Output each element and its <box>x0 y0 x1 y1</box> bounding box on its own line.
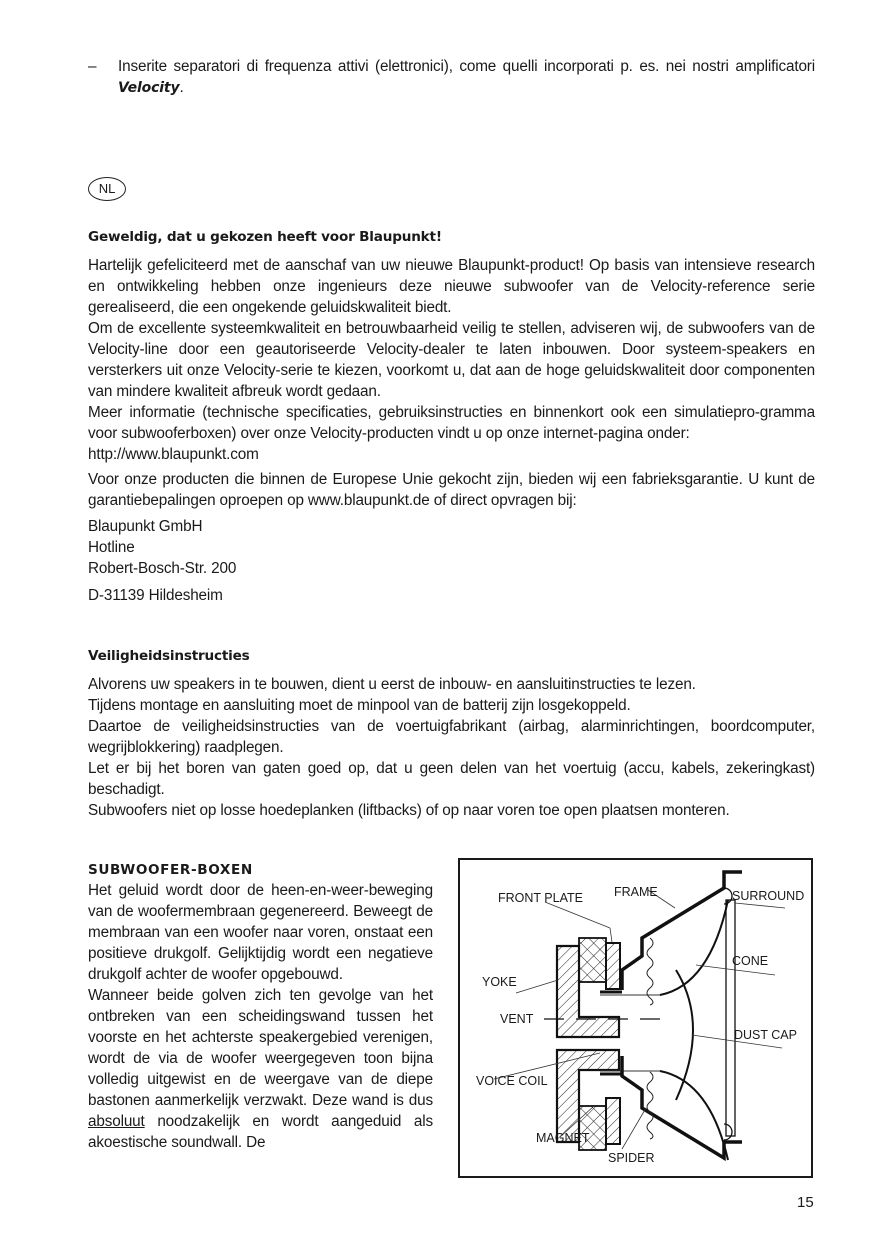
address-line: Hotline <box>88 539 135 556</box>
address-line: Robert-Bosch-Str. 200 <box>88 560 237 577</box>
safety-line: Daartoe de veiligheidsinstructies van de voertuigfabrikant (airbag, alarminrichtingen, boordcomputer, wegrijblokkering) raadplegen. <box>88 718 815 756</box>
safety-line: Let er bij het boren van gaten goed op, dat u geen delen van het voertuig (accu, kabels, zekeringkast) beschadigt. <box>88 760 815 798</box>
bullet-dash: – <box>88 58 97 75</box>
subwoofer-paragraph <box>88 985 433 1153</box>
label-vent: VENT <box>500 1012 534 1026</box>
intro-paragraph: Om de excellente systeemkwaliteit en betrouwbaarheid veilig te stellen, adviseren wij, de subwoofers van de Velocity-line door een geautoriseerde Velocity-dealer te laten inbouwen. Door systeem-speakers en versterkers uit onze Velocity-serie te kiezen, voorkomt u, dat aan de hoge geluidskwaliteit door componenten van mindere kwaliteit afbreuk wordt gedaan. <box>88 320 815 400</box>
paragraph-part: noodzakelijk en wordt aangeduid als akoestische soundwall. De <box>88 1113 433 1151</box>
page-number: 15 <box>797 1194 814 1211</box>
safety-line: Tijdens montage en aansluiting moet de minpool van de batterij zijn losgekoppeld. <box>88 697 631 714</box>
front-plate-lower <box>606 1098 620 1144</box>
address-line: Blaupunkt GmbH <box>88 518 203 535</box>
brand-velocity: Velocity <box>118 80 180 96</box>
bullet-item <box>88 56 815 99</box>
front-rim <box>726 900 735 1136</box>
label-voice-coil: VOICE COIL <box>476 1074 548 1088</box>
cone-lower <box>660 1071 728 1160</box>
cone-upper <box>660 900 728 995</box>
leader-lines <box>494 890 785 1149</box>
language-badge: NL <box>88 177 126 201</box>
bullet-end: . <box>179 79 184 96</box>
label-dust-cap: DUST CAP <box>734 1028 797 1042</box>
label-surround: SURROUND <box>732 889 805 903</box>
bullet-text <box>118 56 815 99</box>
spider-lower <box>647 1072 653 1139</box>
speaker-cross-section <box>460 860 811 1176</box>
intro-paragraph: Meer informatie (technische specificaties, gebruiksinstructies en binnenkort ook een simulatiepro-gramma voor subwooferboxen) over onze Velocity-producten vindt u op onze internet-pagina onder: <box>88 404 815 442</box>
subwoofer-paragraph: Het geluid wordt door de heen-en-weer-beweging van de woofermembraan gegenereerd. Beweegt de membraan van een woofer naar voren, onstaat een positieve drukgolf. Gelijktijdig wordt een negatieve drukgolf achter de woofer opgebouwd. <box>88 882 433 983</box>
speaker-diagram <box>458 858 813 1178</box>
dust-cap <box>676 970 693 1100</box>
label-spider: SPIDER <box>608 1151 655 1165</box>
welcome-heading: Geweldig, dat u gekozen heeft voor Blaupunkt! <box>88 229 442 245</box>
website-link[interactable]: http://www.blaupunkt.com <box>88 446 259 463</box>
underlined-word: absoluut <box>88 1113 145 1130</box>
safety-line: Subwoofers niet op losse hoedeplanken (liftbacks) of op naar voren toe open plaatsen monteren. <box>88 802 730 819</box>
subwoofer-heading: SUBWOOFER-BOXEN <box>88 862 253 878</box>
address-block <box>88 516 488 606</box>
paragraph-part: Wanneer beide golven zich ten gevolge van het ontbreken van een scheidingswand tussen het voorste en het achterste speakergebied verenigen, wordt de via de woofer weergegeven toon bijna volledig uitgewist en de weergave van de diepe bastonen aanmerkelijk verzwakt. Deze wand is dus <box>88 987 433 1109</box>
address-line: D-31139 Hildesheim <box>88 587 223 604</box>
magnet-upper <box>579 938 606 982</box>
subwoofer-text <box>88 880 433 1153</box>
surround-lower <box>724 1124 732 1140</box>
safety-line: Alvorens uw speakers in te bouwen, dient u eerst de inbouw- en aansluitinstructies te lezen. <box>88 676 696 693</box>
safety-heading: Veiligheidsinstructies <box>88 648 250 664</box>
label-magnet: MAGNET <box>536 1131 590 1145</box>
intro-text <box>88 255 815 465</box>
label-front-plate: FRONT PLATE <box>498 891 583 905</box>
label-yoke: YOKE <box>482 975 517 989</box>
safety-instructions <box>88 674 815 821</box>
label-cone: CONE <box>732 954 769 968</box>
front-plate-upper <box>606 943 620 989</box>
bullet-text-main: Inserite separatori di frequenza attivi (elettronici), come quelli incorporati p. es. nei nostri amplificatori <box>118 58 815 75</box>
label-frame: FRAME <box>614 885 658 899</box>
intro-paragraph: Hartelijk gefeliciteerd met de aanschaf van uw nieuwe Blaupunkt-product! Op basis van intensieve research en ontwikkeling hebben onze ingenieurs deze nieuwe subwoofer van de Velocity-reference serie gerealiseerd, die een ongekende geluidskwaliteit biedt. <box>88 257 815 316</box>
warranty-paragraph: Voor onze producten die binnen de Europese Unie gekocht zijn, bieden wij een fabrieksgarantie. U kunt de garantiebepalingen oproepen op www.blaupunkt.de of direct opvragen bij: <box>88 471 815 509</box>
